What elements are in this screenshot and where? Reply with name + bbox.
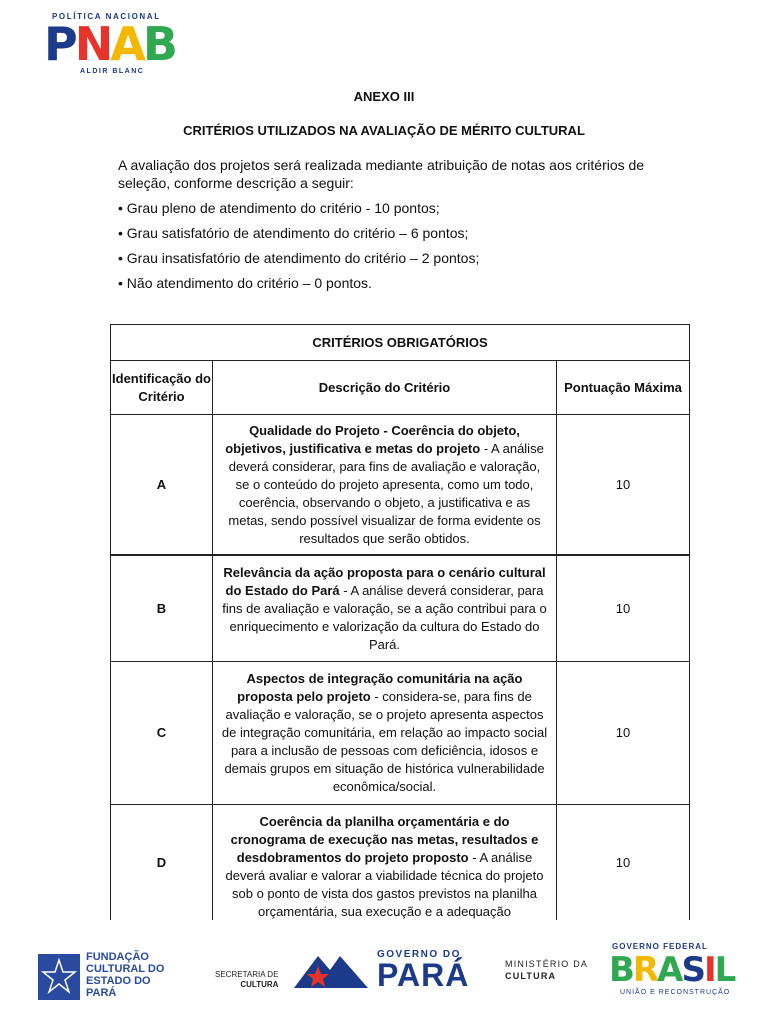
- table-row: [111, 662, 689, 805]
- header-score: Pontuação Máxima: [564, 379, 682, 395]
- gov-federal-text: GOVERNO FEDERAL: [612, 942, 708, 951]
- secretaria-line: SECRETARIA DE: [215, 970, 279, 979]
- bullet-item: • Grau pleno de atendimento do critério - 10 pontos;: [118, 200, 440, 216]
- criterion-text: - A análise deverá considerar, para fins de avaliação e valoração, se a ação contribui para o enriquecimento e valorização da cultura do Estado do Pará.: [222, 582, 547, 652]
- ministerio-line: CULTURA: [505, 971, 557, 981]
- table-row: [111, 415, 689, 556]
- brasil-letter: R: [632, 950, 658, 990]
- logo-letter: P: [44, 17, 75, 71]
- criterion-score: 10: [615, 476, 631, 492]
- logo-letter: A: [110, 17, 143, 71]
- header-description: Descrição do Critério: [213, 361, 557, 414]
- document-title: CRITÉRIOS UTILIZADOS NA AVALIAÇÃO DE MÉRITO CULTURAL: [183, 123, 585, 138]
- table-header-row: [111, 361, 689, 415]
- brasil-letter: S: [681, 950, 704, 990]
- criterion-text: - A análise deverá avaliar e valorar a viabilidade técnica do projeto sob o ponto de vista dos gastos previstos na planilha orçamentária, sua execução e a adequação: [225, 850, 544, 919]
- criterion-description: [213, 415, 557, 554]
- gov-para-top: GOVERNO DO: [377, 949, 461, 960]
- fcp-logo-text: [86, 951, 164, 999]
- brasil-letter: L: [714, 950, 735, 990]
- criterion-description: [213, 556, 557, 661]
- logo-top-text: POLÍTICA NACIONAL: [52, 12, 161, 21]
- brasil-letter: I: [703, 950, 715, 990]
- criterion-id: D: [111, 805, 213, 920]
- fcp-line: FUNDAÇÃO: [86, 951, 149, 963]
- intro-paragraph: A avaliação dos projetos será realizada mediante atribuição de notas aos critérios de seleção, conforme descrição a seguir:: [118, 157, 645, 191]
- annex-title: ANEXO III: [353, 89, 415, 104]
- ministerio-cultura-text: [505, 958, 588, 982]
- fcp-line: ESTADO DO: [86, 975, 151, 987]
- pnab-logo: [44, 12, 174, 76]
- table-row: [111, 805, 689, 920]
- ministerio-line: MINISTÉRIO DA: [505, 959, 589, 969]
- criterion-text: - A análise deverá considerar, para fins de avaliação e valoração, se o conteúdo do projeto apresenta, como um todo, coerência, observando o objeto, a justificativa e as metas, sendo possível visualizar de forma evidente os resultados que serão obtidos.: [228, 440, 544, 546]
- table-row: [111, 556, 689, 662]
- criterion-id: C: [111, 662, 213, 804]
- criterion-title: Relevância da ação proposta para o cenário cultural do Estado do Pará: [223, 564, 546, 598]
- criterion-description: [213, 805, 557, 920]
- criterion-id: B: [111, 556, 213, 661]
- secretaria-line: CULTURA: [240, 980, 279, 989]
- criterion-title: Aspectos de integração comunitária na ação proposta pelo projeto: [237, 671, 523, 704]
- brasil-logo: [609, 952, 734, 988]
- para-flag-icon: [290, 950, 372, 992]
- star-icon: [38, 954, 80, 1000]
- criterion-title: Coerência da planilha orçamentária e do cronograma de execução nas metas, resultados e desdobramentos do projeto proposto: [230, 814, 539, 865]
- logo-letters: [44, 17, 175, 71]
- bullet-item: • Grau satisfatório de atendimento do critério – 6 pontos;: [118, 225, 469, 241]
- criterion-score: 10: [615, 725, 631, 740]
- logo-bottom-text: ALDIR BLANC: [80, 68, 145, 75]
- bullet-item: • Grau insatisfatório de atendimento do critério – 2 pontos;: [118, 250, 480, 266]
- logo-letter: N: [74, 17, 111, 71]
- criteria-table: [110, 324, 690, 920]
- bullet-item: • Não atendimento do critério – 0 pontos.: [118, 275, 372, 291]
- fcp-line: CULTURAL DO: [86, 963, 165, 975]
- criterion-description: [213, 662, 557, 804]
- criterion-title: Qualidade do Projeto - Coerência do objeto, objetivos, justificativa e metas do projeto: [225, 422, 520, 456]
- criterion-text: - considera-se, para fins de avaliação e valoração, se o projeto apresenta aspectos de integração comunitária, em relação ao impacto social para a inclusão de pessoas com deficiência, idosos e demais grupos em situação de histórica vulnerabilidade econômica/social.: [221, 689, 548, 794]
- uniao-reconstrucao-text: UNIÃO E RECONSTRUÇÃO: [620, 989, 731, 996]
- criterion-id: A: [111, 415, 213, 554]
- gov-para-name: PARÁ: [377, 957, 470, 993]
- brasil-letter: B: [609, 950, 633, 990]
- criterion-score: 10: [615, 600, 631, 616]
- header-identification: Identificação do Critério: [111, 361, 213, 414]
- criterion-score: 10: [615, 854, 631, 870]
- fcp-line: PARÁ: [86, 987, 117, 999]
- table-caption-row: [111, 325, 689, 361]
- logo-letter: B: [142, 17, 175, 71]
- secretaria-cultura-text: [215, 970, 278, 990]
- fcp-logo-mark: [38, 954, 80, 1000]
- table-caption: CRITÉRIOS OBRIGATÓRIOS: [312, 334, 488, 350]
- brasil-letter: A: [657, 950, 682, 990]
